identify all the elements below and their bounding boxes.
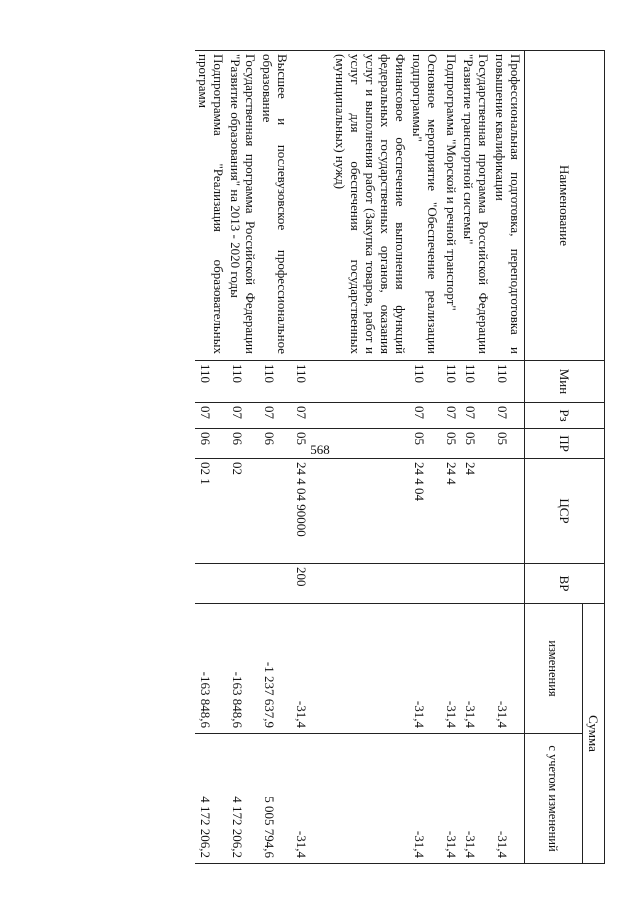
- row-pr: 05: [460, 429, 492, 459]
- row-rz: 07: [441, 403, 460, 429]
- row-name: Подпрограмма "Морской и речной транспорт": [441, 51, 460, 361]
- row-csr: 24 4 04: [409, 459, 441, 564]
- row-name: Государственная программа Российской Федерации "Развитие образования" на 2013 - 2020 годы: [227, 51, 259, 361]
- row-total: 4 172 206,2: [195, 734, 227, 864]
- row-change: -163 848,6: [195, 604, 227, 734]
- row-csr: [259, 459, 291, 564]
- row-pr: 05: [409, 429, 441, 459]
- header-rz: Рз: [525, 403, 605, 429]
- row-total: -31,4: [492, 734, 525, 864]
- row-vr: [409, 564, 441, 604]
- row-name: Профессиональная подготовка, переподготовка и повышение квалификации: [492, 51, 525, 361]
- row-name: Основное мероприятие "Обеспечение реализации подпрограммы": [409, 51, 441, 361]
- table-row: [259, 51, 291, 864]
- row-change: -31,4: [291, 604, 409, 734]
- row-vr: [259, 564, 291, 604]
- row-pr: 06: [195, 429, 227, 459]
- row-min: 110: [227, 361, 259, 403]
- row-name: Высшее и послевузовское профессиональное образование: [259, 51, 291, 361]
- row-min: 110: [291, 361, 409, 403]
- row-vr: [195, 564, 227, 604]
- row-rz: 07: [460, 403, 492, 429]
- table-row: [460, 51, 492, 864]
- row-name: Подпрограмма "Реализация образовательных программ: [195, 51, 227, 361]
- row-change: -163 848,6: [227, 604, 259, 734]
- row-min: 110: [259, 361, 291, 403]
- row-rz: 07: [291, 403, 409, 429]
- row-pr: 06: [259, 429, 291, 459]
- row-min: 110: [441, 361, 460, 403]
- row-min: 110: [409, 361, 441, 403]
- row-rz: 07: [227, 403, 259, 429]
- row-change: -31,4: [409, 604, 441, 734]
- header-summa: Сумма: [583, 604, 605, 864]
- row-csr: 24 4: [441, 459, 460, 564]
- header-csr: ЦСР: [525, 459, 605, 564]
- row-vr: [460, 564, 492, 604]
- row-change: -31,4: [492, 604, 525, 734]
- table-row: [409, 51, 441, 864]
- budget-table: [195, 50, 605, 864]
- row-csr: 02 1: [195, 459, 227, 564]
- row-change: -31,4: [441, 604, 460, 734]
- row-total: -31,4: [409, 734, 441, 864]
- row-pr: 05: [291, 429, 409, 459]
- row-change: -1 237 637,9: [259, 604, 291, 734]
- row-vr: [441, 564, 460, 604]
- table-row: [195, 51, 227, 864]
- row-min: 110: [460, 361, 492, 403]
- row-csr: 02: [227, 459, 259, 564]
- row-rz: 07: [195, 403, 227, 429]
- header-pr: ПР: [525, 429, 605, 459]
- row-csr: 24 4 04 90000: [291, 459, 409, 564]
- table-row: [492, 51, 525, 864]
- header-with-changes: с учетом изменений: [525, 734, 583, 864]
- table-row: [227, 51, 259, 864]
- row-pr: 05: [441, 429, 460, 459]
- row-csr: 24: [460, 459, 492, 564]
- row-csr: [492, 459, 525, 564]
- row-pr: 06: [227, 429, 259, 459]
- row-total: 5 005 794,6: [259, 734, 291, 864]
- row-min: 110: [492, 361, 525, 403]
- rotated-table-container: [62, 50, 605, 863]
- row-vr: 200: [291, 564, 409, 604]
- row-total: -31,4: [460, 734, 492, 864]
- header-changes: изменения: [525, 604, 583, 734]
- row-rz: 07: [259, 403, 291, 429]
- row-pr: 05: [492, 429, 525, 459]
- table-row: [291, 51, 409, 864]
- row-change: -31,4: [460, 604, 492, 734]
- row-total: -31,4: [291, 734, 409, 864]
- row-name: Финансовое обеспечение выполнения функций федеральных государственных органов, оказания услуг и выполнения работ (Закупка товаров, работ и услуг для обеспечения государственных (муниципальных) нужд): [291, 51, 409, 361]
- page-number: 568: [310, 442, 330, 457]
- row-name: Государственная программа Российской Федерации "Развитие транспортной системы": [460, 51, 492, 361]
- header-min: Мин: [525, 361, 605, 403]
- row-min: 110: [195, 361, 227, 403]
- table-row: [441, 51, 460, 864]
- row-vr: [492, 564, 525, 604]
- header-name: Наименование: [525, 51, 605, 361]
- row-total: -31,4: [441, 734, 460, 864]
- header-vr: ВР: [525, 564, 605, 604]
- row-vr: [227, 564, 259, 604]
- row-rz: 07: [492, 403, 525, 429]
- row-total: 4 172 206,2: [227, 734, 259, 864]
- row-rz: 07: [409, 403, 441, 429]
